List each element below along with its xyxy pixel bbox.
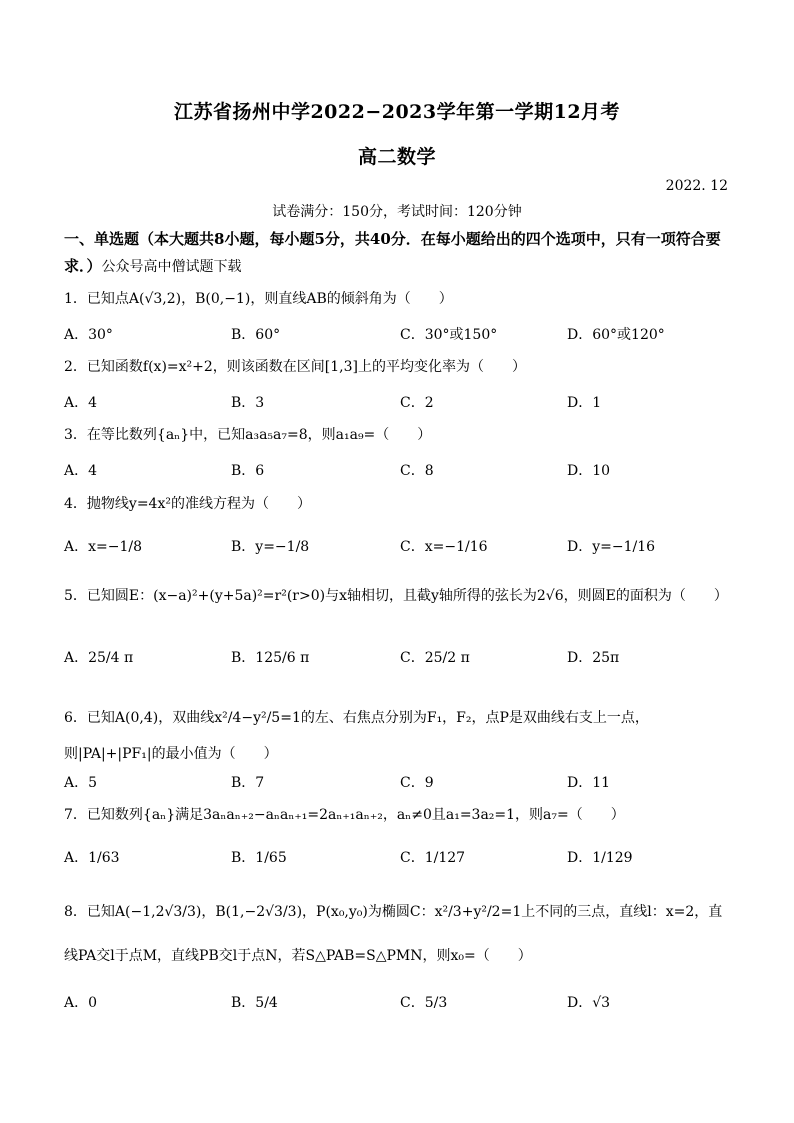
question-5 — [64, 580, 744, 612]
question-2-options — [64, 380, 744, 424]
q3-option-b: B．6 — [231, 463, 265, 479]
q6-option-d: D．11 — [567, 775, 611, 791]
question-8 — [64, 890, 744, 978]
exam-subject: 高二数学 — [357, 146, 436, 168]
question-1: 1．已知点A(√3,2)，B(0,−1)，则直线AB的倾斜角为（ ） — [64, 291, 453, 307]
question-6-options — [64, 760, 744, 804]
question-3-options — [64, 448, 744, 492]
question-4: 4．抛物线y=4x²的准线方程为（ ） — [64, 496, 311, 512]
q5-option-a: A．25/4 π — [64, 650, 134, 666]
q5-option-b: B．125/6 π — [231, 650, 310, 666]
q7-option-b: B．1/65 — [231, 850, 287, 866]
question-7: 7．已知数列{aₙ}满足3aₙaₙ₊₂−aₙaₙ₊₁=2aₙ₊₁aₙ₊₂，aₙ≠0且a₁=3a₂=1，则a₇=（ ） — [64, 807, 625, 823]
q2-option-c: C．2 — [400, 395, 434, 411]
q4-option-c: C．x=−1/16 — [400, 539, 488, 555]
question-1-options — [64, 312, 744, 356]
q5-option-c: C．25/2 π — [400, 650, 470, 666]
q1-option-a: A．30° — [64, 327, 113, 343]
q8-option-c: C．5/3 — [400, 995, 448, 1011]
q3-option-a: A．4 — [64, 463, 98, 479]
question-5-text: 5．已知圆E：(x−a)²+(y+5a)²=r²(r>0)与x轴相切，且截y轴所得的弦长为2√6，则圆E的面积为（ ） — [64, 588, 728, 604]
exam-meta: 试卷满分：150分，考试时间：120分钟 — [272, 204, 522, 220]
q2-option-b: B．3 — [231, 395, 265, 411]
q5-option-d: D．25π — [567, 650, 620, 666]
question-6-text: 6．已知A(0,4)，双曲线x²/4−y²/5=1的左、右焦点分别为F₁，F₂，点P是双曲线右支上一点，则|PA|+|PF₁|的最小值为（ ） — [64, 710, 649, 762]
q6-option-c: C．9 — [400, 775, 434, 791]
question-3: 3．在等比数列{aₙ}中，已知a₃a₅a₇=8，则a₁a₉=（ ） — [64, 427, 432, 443]
question-8-text: 8．已知A(−1,2√3/3)，B(1,−2√3/3)，P(x₀,y₀)为椭圆C：x²/3+y²/2=1上不同的三点，直线l：x=2，直线PA交l于点M，直线PB交l于点N，若S△PAB=S△PMN，则x₀=（ ） — [64, 904, 723, 964]
q1-option-c: C．30°或150° — [400, 327, 498, 343]
q6-option-b: B．7 — [231, 775, 265, 791]
section-heading — [64, 226, 744, 281]
section-note: 公众号高中僧试题下载 — [101, 259, 242, 275]
q7-option-d: D．1/129 — [567, 850, 633, 866]
q3-option-d: D．10 — [567, 463, 611, 479]
question-7-options — [64, 835, 744, 879]
question-8-options — [64, 980, 744, 1024]
q2-option-d: D．1 — [567, 395, 602, 411]
q6-option-a: A．5 — [64, 775, 98, 791]
q8-option-a: A．0 — [64, 995, 98, 1011]
section-heading-text: 一、单选题（本大题共8小题，每小题5分，共40分．在每小题给出的四个选项中，只有一项符合要求．） — [64, 230, 721, 275]
q8-option-d: D．√3 — [567, 995, 611, 1011]
question-4-options — [64, 524, 744, 568]
q4-option-a: A．x=−1/8 — [64, 539, 142, 555]
question-5-options — [64, 635, 744, 679]
exam-date: 2022. 12 — [665, 178, 728, 194]
q1-option-d: D．60°或120° — [567, 327, 665, 343]
exam-title: 江苏省扬州中学2022−2023学年第一学期12月考 — [173, 101, 621, 123]
question-2: 2．已知函数f(x)=x²+2，则该函数在区间[1,3]上的平均变化率为（ ） — [64, 359, 526, 375]
q4-option-b: B．y=−1/8 — [231, 539, 310, 555]
q4-option-d: D．y=−1/16 — [567, 539, 656, 555]
q8-option-b: B．5/4 — [231, 995, 278, 1011]
q3-option-c: C．8 — [400, 463, 434, 479]
q1-option-b: B．60° — [231, 327, 281, 343]
q2-option-a: A．4 — [64, 395, 98, 411]
q7-option-a: A．1/63 — [64, 850, 120, 866]
q7-option-c: C．1/127 — [400, 850, 466, 866]
